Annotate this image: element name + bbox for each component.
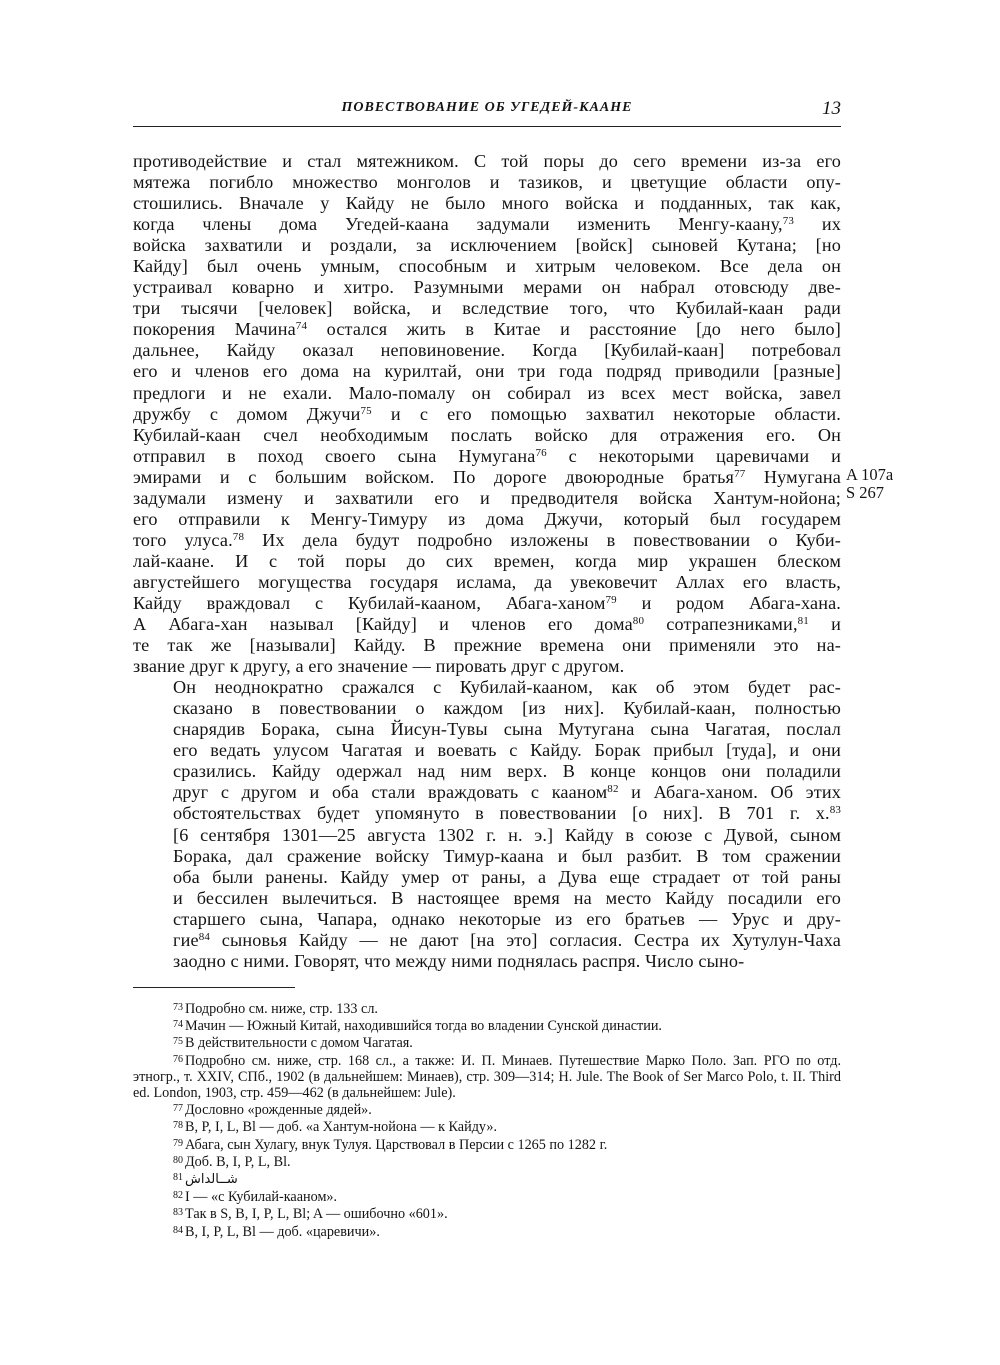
text-segment: гие	[173, 929, 199, 950]
text-line	[133, 361, 841, 382]
text-segment: лай-каане. И с той поры до сих времен, когда мир украшен блеском	[133, 550, 841, 571]
text-line	[133, 172, 841, 193]
text-line	[133, 930, 841, 951]
text-segment: остался жить в Китае и расстояние [до него было]	[307, 319, 841, 340]
text-line	[133, 761, 841, 782]
text-segment: три тысячи [человек] войска, и вследствие того, что Кубилай-каан ради	[133, 298, 841, 319]
text-segment: того улуса.	[133, 529, 233, 550]
text-line	[133, 235, 841, 256]
footnote-ref: 84	[198, 930, 211, 943]
text-line	[133, 593, 841, 614]
text-line	[133, 740, 841, 761]
text-segment: противодействие и стал мятежником. С той поры до сего времени из-за его	[133, 151, 841, 171]
footnote	[133, 1153, 841, 1170]
footnote	[133, 1205, 841, 1222]
footnote-number: 73	[173, 1002, 183, 1013]
footnote-text: Подробно см. ниже, стр. 168 сл., а также: И. П. Минаев. Путешествие Марко Поло. Зап. РГО по отд. этногр., т. XXIV, СПб., 1902 (в дальнейшем: Минаев), стр. 309—314; H. Jule. The Book of Ser Marco Polo, t. II. Third ed. London, 1903, стр. 459—462 (в дальнейшем: Jule).	[133, 1052, 841, 1102]
footnote	[133, 1136, 841, 1153]
text-line	[133, 846, 841, 867]
footnote	[133, 1118, 841, 1135]
text-segment: устраивал коварно и хитро. Разумными мерами он набрал отовсюду две-	[133, 277, 841, 298]
text-line	[133, 677, 841, 698]
text-line	[133, 825, 841, 846]
footnote	[133, 1223, 841, 1240]
footnote-number: 76	[173, 1053, 183, 1065]
footnote-text: B, I, P, L, Bl — доб. «царевичи».	[185, 1223, 380, 1240]
footnote-ref: 73	[782, 215, 795, 228]
footnote	[133, 1052, 841, 1102]
text-line	[133, 530, 841, 551]
text-line	[133, 340, 841, 361]
footnote-text: Подробно см. ниже, стр. 133 сл.	[185, 1001, 378, 1017]
text-line	[133, 467, 841, 488]
text-segment: отправил в поход своего сына Нумугана	[133, 445, 536, 466]
text-segment: звание друг к другу, а его значение — пировать друг с другом.	[133, 656, 625, 677]
footnote-number: 74	[173, 1019, 183, 1031]
text-line	[133, 404, 841, 425]
text-line	[133, 277, 841, 298]
text-line	[133, 909, 841, 930]
text-segment: и с его помощью захватил некоторые области.	[371, 403, 841, 424]
text-line	[133, 698, 841, 719]
text-segment: Он неоднократно сражался с Кубилай-кааном, как об этом будет рас-	[173, 677, 841, 698]
footnote-number: 78	[173, 1120, 183, 1132]
footnote	[133, 1034, 841, 1051]
text-line	[133, 298, 841, 319]
text-segment: эмирами и с большим войском. По дороге двоюродные братья	[133, 466, 735, 487]
footnote-ref: 83	[829, 804, 841, 817]
footnote-number: 81	[173, 1172, 183, 1184]
text-line	[133, 488, 841, 509]
text-line	[133, 888, 841, 909]
footnote-text: Мачин — Южный Китай, находившийся тогда во владении Сунской династии.	[185, 1018, 662, 1035]
margin-ref-s: S 267	[846, 483, 885, 502]
footnote-text: Доб. B, I, P, L, Bl.	[185, 1153, 291, 1170]
text-segment: мятежа погибло множество монголов и тазиков, и цветущие области опу-	[133, 172, 841, 193]
footnote-text: Дословно «рожденные дядей».	[185, 1102, 372, 1119]
footnote-ref: 75	[360, 404, 372, 417]
text-segment: сыновья Кайду — не дают [на это] согласия. Сестра их Хутулун-Чаха	[210, 929, 841, 950]
footnote	[133, 1188, 841, 1205]
text-line	[133, 656, 841, 677]
text-segment: сказано в повествовании о каждом [из них]. Кубилай-каан, полностью	[173, 698, 841, 719]
text-line	[133, 803, 841, 824]
footnote-number: 83	[173, 1207, 183, 1219]
paragraph-1	[133, 151, 841, 677]
text-segment: его отправили к Менгу-Тимуру из дома Джучи, который был государем	[133, 508, 841, 529]
text-segment: Кайду враждовал с Кубилай-кааном, Абага-ханом	[133, 592, 606, 613]
footnote	[133, 1017, 841, 1034]
text-segment: Кубилай-каан счел необходимым послать войско для отражения его. Он	[133, 424, 841, 445]
running-head	[133, 98, 841, 127]
text-segment: Кайду] был очень умным, способным и хитрым человеком. Все дела он	[133, 256, 841, 277]
footnote-ref: 77	[734, 467, 746, 480]
text-segment: Борака, дал сражение войску Тимур-каана и был разбит. В том сражении	[173, 845, 841, 866]
body-text	[133, 151, 841, 972]
footnote-number: 82	[173, 1190, 183, 1202]
text-segment: Нумугана	[745, 466, 842, 487]
text-segment: А Абага-хан называл [Кайду] и членов его дома	[133, 614, 633, 635]
footnote-number: 77	[173, 1103, 183, 1115]
text-line	[133, 446, 841, 467]
text-segment: покорения Мачина	[133, 319, 296, 340]
footnote-ref: 81	[797, 615, 809, 628]
text-segment: и	[808, 614, 841, 635]
footnote-rule	[133, 987, 295, 988]
text-segment: когда члены дома Угедей-каана задумали изменить Менгу-каану,	[133, 214, 783, 235]
footnotes	[133, 1000, 841, 1240]
page-number: 13	[822, 98, 841, 119]
text-segment: те так же [называли] Кайду. В прежние времена они применяли это на-	[133, 635, 841, 656]
text-segment: и бессилен вылечиться. В настоящее время на место Кайду посадили его	[173, 887, 841, 908]
text-line	[133, 151, 841, 172]
footnote-text: شــالداش	[185, 1172, 238, 1188]
text-segment: заодно с ними. Говорят, что между ними поднялась распря. Число сыно-	[173, 950, 745, 971]
text-segment: оба были ранены. Кайду умер от раны, а Дува еще страдает от той раны	[173, 866, 841, 887]
text-line	[133, 551, 841, 572]
text-segment: его ведать улусом Чагатая и воевать с Кайду. Борак прибыл [туда], и они	[173, 740, 841, 761]
text-segment: и Абага-ханом. Об этих	[618, 782, 841, 803]
text-segment: снарядив Борака, сына Йисун-Тувы сына Мутугана сына Чагатая, послал	[173, 719, 841, 740]
footnote	[133, 1000, 841, 1017]
text-segment: стошились. Вначале у Кайду не было много войска и подданных, так как,	[133, 193, 841, 214]
footnote-ref: 76	[535, 446, 547, 459]
footnote-ref: 74	[295, 320, 308, 333]
footnote	[133, 1170, 841, 1188]
text-segment: дружбу с домом Джучи	[133, 403, 361, 424]
text-segment: друг с другом и оба стали враждовать с кааном	[173, 782, 608, 803]
text-segment: их	[794, 214, 841, 235]
text-segment: [6 сентября 1301—25 августа 1302 г. н. э.] Кайду в союзе с Дувой, сыном	[173, 824, 841, 845]
text-line	[133, 425, 841, 446]
text-segment: сразились. Кайду одержал над ним верх. В конце концов они поладили	[173, 761, 841, 782]
footnote-text: I — «с Кубилай-кааном».	[185, 1189, 338, 1206]
text-line	[133, 509, 841, 530]
text-line	[133, 951, 841, 972]
footnote-text: B, P, I, L, Bl — доб. «а Хантум-нойона — к Кайду».	[185, 1119, 498, 1136]
footnote-number: 75	[173, 1036, 183, 1048]
text-segment: обстоятельствах будет упомянуто в повествовании [о них]. В 701 г. х.	[173, 803, 830, 824]
text-line	[133, 319, 841, 340]
footnote-ref: 80	[632, 615, 645, 628]
running-title: ПОВЕСТВОВАНИЕ ОБ УГЕДЕЙ-КААНЕ	[341, 100, 633, 115]
footnote-text: В действительности с домом Чагатая.	[185, 1035, 413, 1052]
paragraph-2	[133, 677, 841, 972]
text-segment: войска захватили и роздали, за исключением [войск] сыновей Кутана; [но	[133, 235, 841, 256]
text-line	[133, 614, 841, 635]
text-segment: августейшего могущества государя ислама, да увековечит Аллах его власть,	[133, 571, 841, 592]
footnote	[133, 1101, 841, 1118]
footnote-text: Так в S, B, I, P, L, Bl; A — ошибочно «601».	[185, 1206, 448, 1223]
text-segment: сотрапезниками,	[644, 614, 798, 635]
text-segment: и родом Абага-хана.	[616, 592, 842, 613]
footnote-number: 84	[173, 1224, 183, 1236]
text-line	[133, 867, 841, 888]
text-line	[133, 193, 841, 214]
footnote-number: 80	[173, 1154, 183, 1166]
text-segment: предлоги и не ехали. Мало-помалу он собирал из всех мест войска, завел	[133, 382, 841, 403]
footnote-number: 79	[173, 1137, 183, 1149]
text-line	[133, 635, 841, 656]
text-segment: его и членов его дома на курилтай, они три года подряд приводили [разные]	[133, 361, 841, 382]
text-line	[133, 719, 841, 740]
text-segment: задумали измену и захватили его и предводителя войска Хантум-нойона;	[133, 487, 841, 508]
margin-manuscript-refs	[846, 466, 893, 502]
text-line	[133, 572, 841, 593]
margin-ref-a: A 107a	[846, 465, 894, 484]
text-line	[133, 214, 841, 235]
text-segment: с некоторыми царевичами и	[546, 445, 842, 466]
footnote-ref: 79	[605, 593, 617, 606]
footnote-ref: 78	[232, 530, 245, 543]
text-segment: Их дела будут подробно изложены в повествовании о Куби-	[244, 529, 841, 550]
text-line	[133, 782, 841, 803]
text-line	[133, 256, 841, 277]
text-line	[133, 383, 841, 404]
text-segment: старшего сына, Чапара, однако некоторые из его братьев — Урус и дру-	[173, 908, 841, 929]
footnote-ref: 82	[607, 783, 619, 796]
footnote-text: Абага, сын Хулагу, внук Тулуя. Царствовал в Персии с 1265 по 1282 г.	[185, 1136, 608, 1153]
text-segment: дальнее, Кайду оказал неповиновение. Когда [Кубилай-каан] потребовал	[133, 340, 841, 361]
